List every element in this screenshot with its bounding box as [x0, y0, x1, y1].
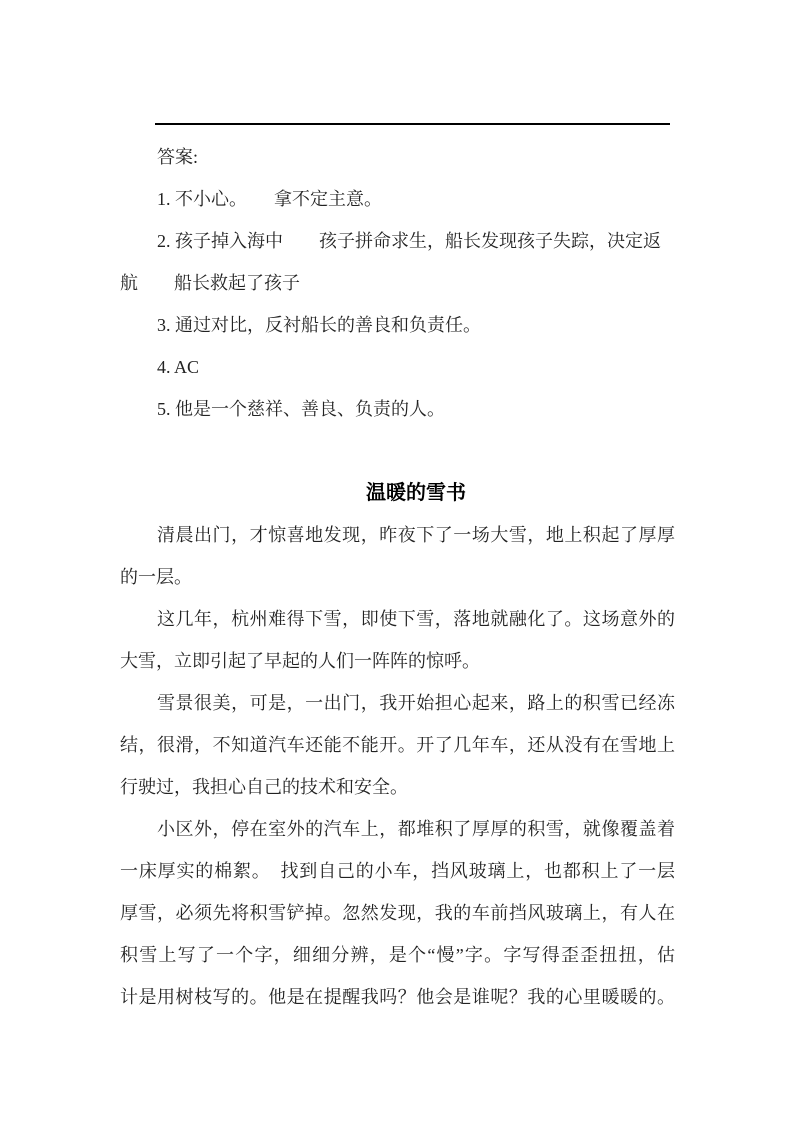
- answer-item-1: 1. 不小心。 拿不定主意。: [157, 189, 382, 209]
- section-divider-line: [155, 123, 670, 125]
- passage-title: 温暖的雪书: [366, 482, 466, 504]
- paragraph-3-line-1: 雪景很美，可是，一出门，我开始担心起来，路上的积雪已经冻: [157, 693, 675, 713]
- paragraph-3-line-3: 行驶过，我担心自己的技术和安全。: [120, 777, 408, 797]
- paragraph-4-line-2: 一床厚实的棉絮。 找到自己的小车，挡风玻璃上，也都积上了一层: [120, 861, 675, 881]
- spacer: [120, 430, 675, 472]
- paragraph-4-line-1: 小区外，停在室外的汽车上，都堆积了厚厚的积雪，就像覆盖着: [157, 819, 675, 839]
- paragraph-1-line-2: 的一层。: [120, 567, 192, 587]
- paragraph-4-line-4: 积雪上写了一个字，细细分辨，是个“慢”字。字写得歪歪扭扭，估: [120, 945, 675, 965]
- answer-item-4: 4. AC: [157, 357, 200, 377]
- paragraph-1-line-1: 清晨出门，才惊喜地发现，昨夜下了一场大雪，地上积起了厚厚: [157, 525, 675, 545]
- answers-heading: 答案:: [157, 147, 199, 167]
- paragraph-3-line-2: 结，很滑，不知道汽车还能不能开。开了几年车，还从没有在雪地上: [120, 735, 675, 755]
- document-content: [120, 136, 675, 1018]
- paragraph-4-line-3: 厚雪，必须先将积雪铲掉。忽然发现，我的车前挡风玻璃上，有人在: [120, 903, 675, 923]
- answer-item-5: 5. 他是一个慈祥、善良、负责的人。: [157, 399, 445, 419]
- answer-item-2-line-2: 航 船长救起了孩子: [120, 273, 300, 293]
- answer-item-3: 3. 通过对比，反衬船长的善良和负责任。: [157, 315, 481, 335]
- paragraph-2-line-2: 大雪，立即引起了早起的人们一阵阵的惊呼。: [120, 651, 480, 671]
- paragraph-2-line-1: 这几年，杭州难得下雪，即使下雪，落地就融化了。这场意外的: [157, 609, 675, 629]
- paragraph-4-line-5: 计是用树枝写的。他是在提醒我吗？他会是谁呢？我的心里暖暖的。: [120, 987, 675, 1007]
- answer-item-2-line-1: 2. 孩子掉入海中 孩子拼命求生，船长发现孩子失踪，决定返: [157, 231, 661, 251]
